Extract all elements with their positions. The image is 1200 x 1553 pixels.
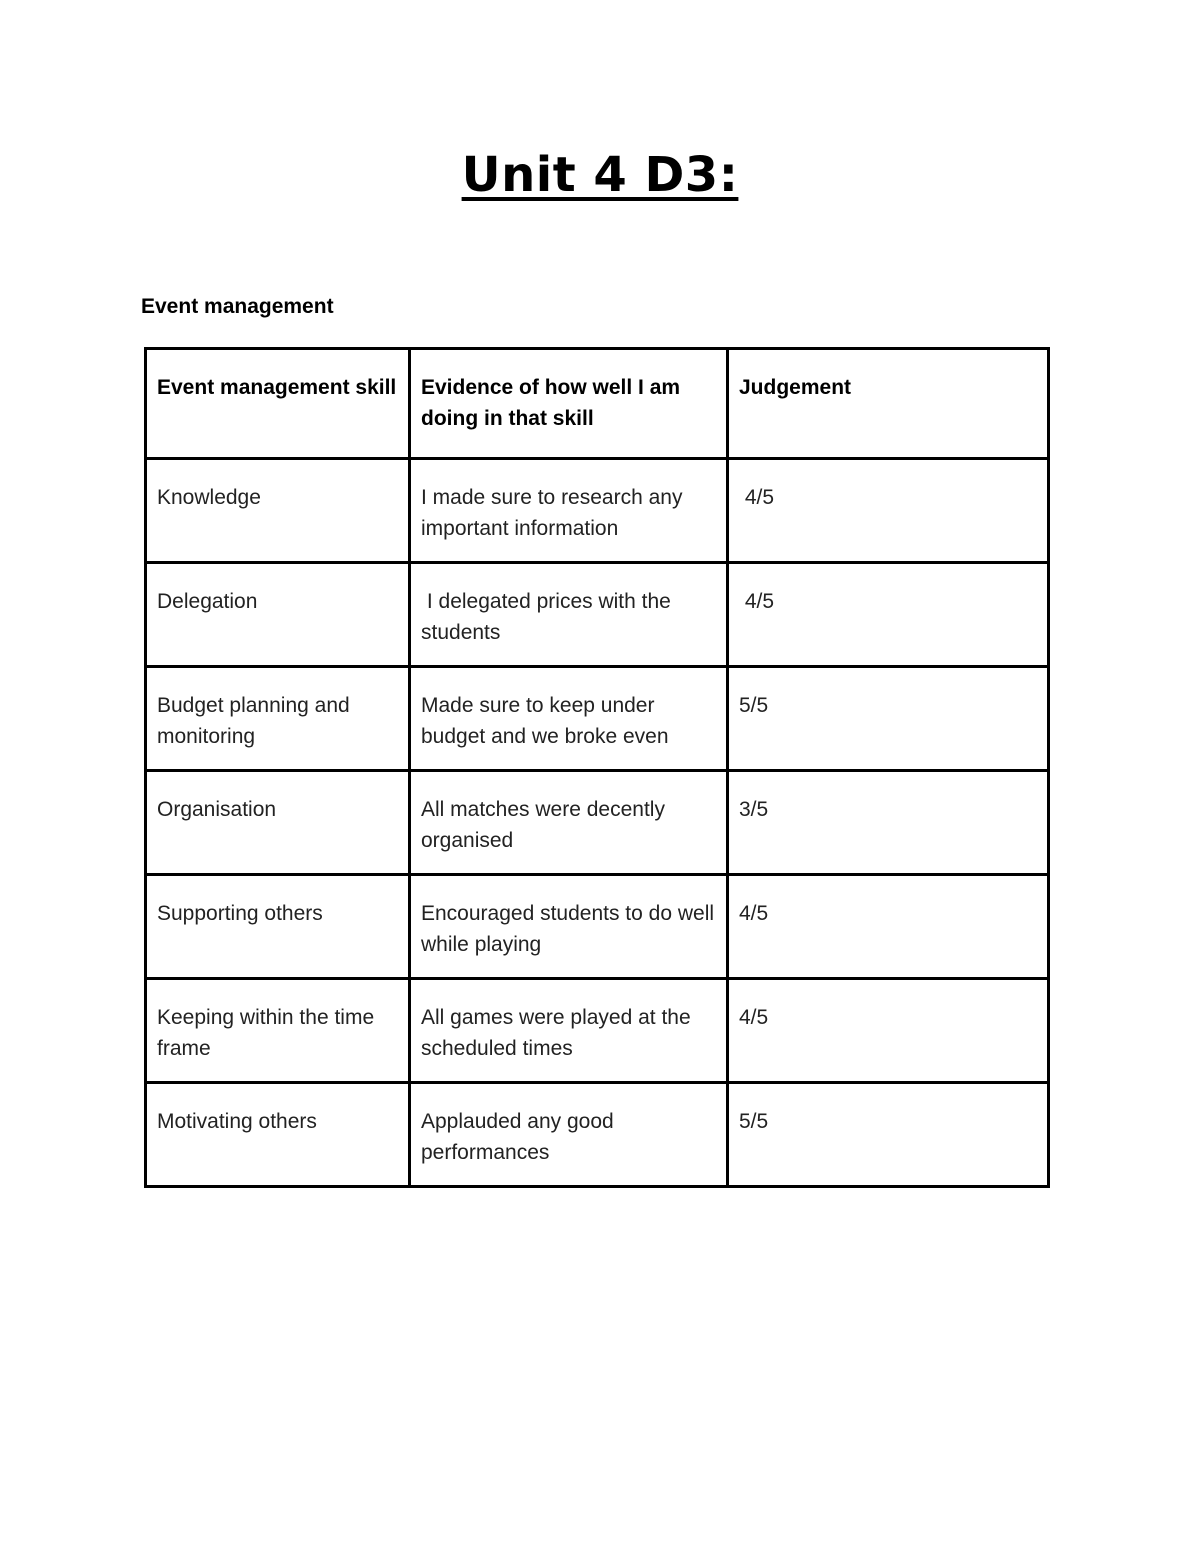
page-title: Unit 4 D3: (461, 147, 739, 203)
cell-judgement: 4/5 (728, 875, 1049, 979)
header-evidence: Evidence of how well I am doing in that skill (410, 349, 728, 459)
table-header-row (146, 349, 1049, 459)
section-heading: Event management (141, 295, 334, 318)
cell-skill: Supporting others (146, 875, 410, 979)
cell-skill: Organisation (146, 771, 410, 875)
cell-evidence: I made sure to research any important information (410, 459, 728, 563)
cell-judgement: 4/5 (728, 459, 1049, 563)
cell-evidence: I delegated prices with the students (410, 563, 728, 667)
cell-evidence: Encouraged students to do well while playing (410, 875, 728, 979)
cell-judgement: 4/5 (728, 563, 1049, 667)
table-row (146, 771, 1049, 875)
cell-evidence: Applauded any good performances (410, 1083, 728, 1187)
cell-evidence: All matches were decently organised (410, 771, 728, 875)
cell-judgement: 5/5 (728, 1083, 1049, 1187)
cell-skill: Delegation (146, 563, 410, 667)
cell-skill: Keeping within the time frame (146, 979, 410, 1083)
table-row (146, 1083, 1049, 1187)
cell-skill: Budget planning and monitoring (146, 667, 410, 771)
header-judgement: Judgement (728, 349, 1049, 459)
cell-evidence: Made sure to keep under budget and we broke even (410, 667, 728, 771)
table-row (146, 667, 1049, 771)
cell-judgement: 5/5 (728, 667, 1049, 771)
table-row (146, 459, 1049, 563)
cell-skill: Motivating others (146, 1083, 410, 1187)
skills-table (144, 347, 1050, 1188)
header-skill: Event management skill (146, 349, 410, 459)
cell-judgement: 4/5 (728, 979, 1049, 1083)
cell-evidence: All games were played at the scheduled times (410, 979, 728, 1083)
table-row (146, 979, 1049, 1083)
cell-skill: Knowledge (146, 459, 410, 563)
table-row (146, 875, 1049, 979)
table-row (146, 563, 1049, 667)
cell-judgement: 3/5 (728, 771, 1049, 875)
